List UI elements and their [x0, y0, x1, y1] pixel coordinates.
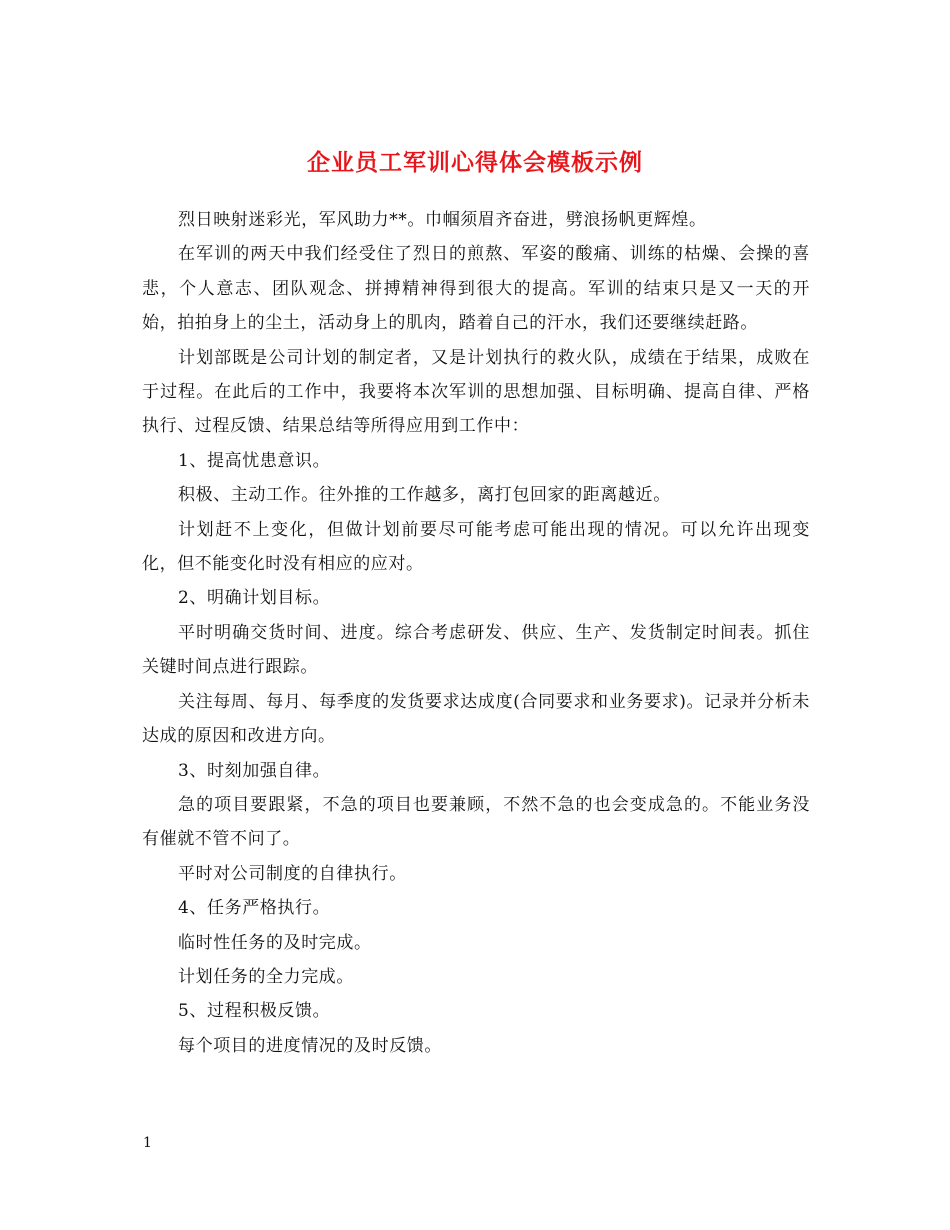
document-body: [142, 203, 810, 1063]
document-title: 企业员工军训心得体会模板示例: [307, 149, 643, 177]
paragraph: 计划任务的全力完成。: [178, 966, 354, 987]
paragraph: 关注每周、每月、每季度的发货要求达成度(合同要求和业务要求)。记录并分析未达成的原因和改进方向。: [142, 691, 810, 747]
paragraph: 积极、主动工作。往外推的工作越多，离打包回家的距离越近。: [178, 485, 671, 506]
section-heading: 4、任务严格执行。: [178, 898, 331, 919]
section-heading: 5、过程积极反馈。: [178, 1001, 331, 1022]
paragraph: 计划赶不上变化，但做计划前要尽可能考虑可能出现的情况。可以允许出现变化，但不能变化时没有相应的应对。: [142, 519, 810, 575]
paragraph: 平时对公司制度的自律执行。: [178, 863, 407, 884]
paragraph: 急的项目要跟紧，不急的项目也要兼顾，不然不急的也会变成急的。不能业务没有催就不管不问了。: [142, 794, 810, 850]
section-heading: 1、提高忧患意识。: [178, 450, 331, 471]
section-heading: 3、时刻加强自律。: [178, 760, 331, 781]
paragraph: 临时性任务的及时完成。: [178, 932, 372, 953]
section-heading: 2、明确计划目标。: [178, 588, 331, 609]
paragraph: 平时明确交货时间、进度。综合考虑研发、供应、生产、发货制定时间表。抓住关键时间点进行跟踪。: [142, 622, 810, 678]
page-number: 1: [143, 1135, 152, 1151]
paragraph: 计划部既是公司计划的制定者，又是计划执行的救火队，成绩在于结果，成败在于过程。在此后的工作中，我要将本次军训的思想加强、目标明确、提高自律、严格执行、过程反馈、结果总结等所得应用到工作中：: [142, 347, 810, 437]
paragraph: 烈日映射迷彩光，军风助力**。巾帼须眉齐奋进，劈浪扬帆更辉煌。: [178, 210, 707, 230]
paragraph: 在军训的两天中我们经受住了烈日的煎熬、军姿的酸痛、训练的枯燥、会操的喜悲，个人意志、团队观念、拼搏精神得到很大的提高。军训的结束只是又一天的开始，拍拍身上的尘土，活动身上的肌肉，踏着自己的汗水，我们还要继续赶路。: [142, 244, 810, 334]
paragraph: 每个项目的进度情况的及时反馈。: [178, 1035, 442, 1056]
